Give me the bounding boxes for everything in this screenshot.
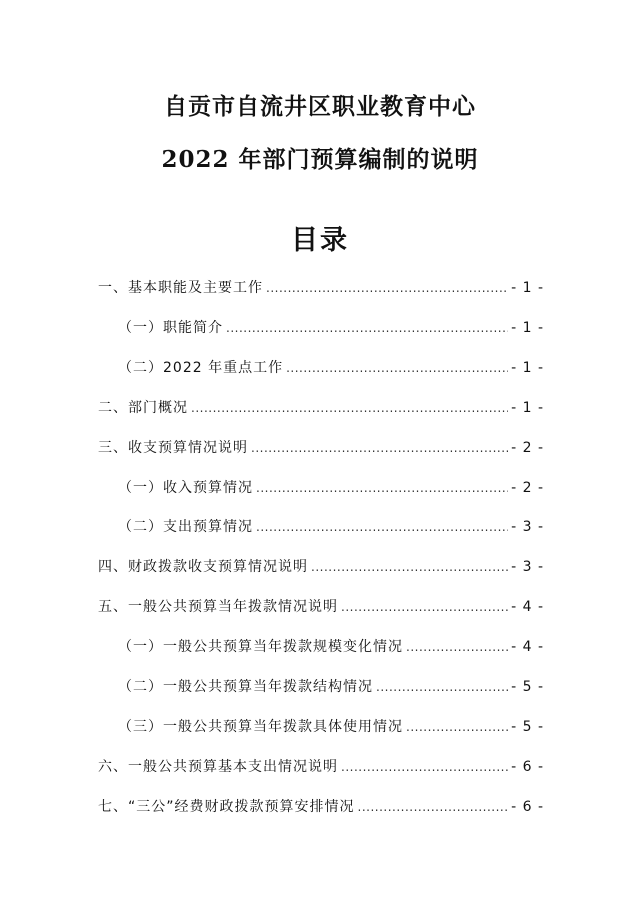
toc-leader-dots — [266, 281, 508, 295]
toc-entry[interactable] — [118, 317, 544, 339]
toc-leader-dots — [251, 441, 508, 455]
toc-entry-text: （三）一般公共预算当年拨款具体使用情况 — [118, 718, 403, 735]
toc-leader-dots — [341, 760, 508, 774]
toc-leader-dots — [226, 321, 508, 335]
toc-page-number: - 3 - — [511, 559, 544, 576]
toc-page-number: - 1 - — [511, 280, 544, 296]
toc-page-number: - 2 - — [511, 479, 544, 496]
toc-leader-dots — [191, 401, 508, 415]
toc-leader-dots — [406, 640, 508, 654]
toc-page-number: - 4 - — [511, 599, 544, 616]
toc-entry[interactable] — [98, 796, 544, 818]
toc-leader-dots — [376, 680, 508, 694]
toc-page-number: - 3 - — [511, 519, 544, 536]
toc-entry-text: 七、“三公”经费财政拨款预算安排情况 — [98, 798, 355, 815]
toc-entry[interactable] — [98, 596, 544, 618]
toc-page-number: - 6 - — [511, 758, 544, 775]
toc-entry-text: 四、财政拨款收支预算情况说明 — [98, 559, 308, 576]
toc-page-number: - 5 - — [511, 679, 544, 695]
toc-heading: 目录 — [291, 225, 349, 256]
toc-entry-text: 六、一般公共预算基本支出情况说明 — [98, 758, 338, 775]
toc-entry-text: 一、基本职能及主要工作 — [98, 280, 263, 296]
toc-page-number: - 1 - — [511, 319, 544, 336]
toc-page-number: - 2 - — [511, 439, 544, 456]
toc-leader-dots — [286, 361, 508, 375]
toc-entry[interactable] — [118, 716, 544, 738]
toc-page-number: - 6 - — [511, 798, 544, 815]
toc-entry-text: （一）一般公共预算当年拨款规模变化情况 — [118, 639, 403, 656]
toc-entry[interactable] — [98, 277, 544, 299]
toc-entry-text: （一）职能简介 — [118, 319, 223, 336]
toc-entry[interactable] — [98, 556, 544, 578]
toc-entry-text: 三、收支预算情况说明 — [98, 439, 248, 456]
toc-leader-dots — [406, 720, 508, 734]
toc-entry-text: （二）2022 年重点工作 — [118, 359, 284, 376]
toc-entry-text: （二）支出预算情况 — [118, 519, 253, 536]
toc-entry[interactable] — [118, 477, 544, 499]
toc-entry-text: （二）一般公共预算当年拨款结构情况 — [118, 679, 373, 695]
toc-page-number: - 1 - — [511, 359, 544, 376]
toc-leader-dots — [256, 520, 508, 534]
toc-leader-dots — [358, 800, 509, 814]
document-title-line1: 自贡市自流井区职业教育中心 — [164, 93, 476, 120]
toc-leader-dots — [311, 560, 508, 574]
toc-page-number: - 1 - — [511, 399, 544, 416]
toc-entry-text: （一）收入预算情况 — [118, 479, 253, 496]
toc-entry[interactable] — [118, 516, 544, 538]
toc-leader-dots — [256, 481, 508, 495]
toc-entry[interactable] — [118, 676, 544, 698]
toc-entry[interactable] — [98, 397, 544, 419]
toc-entry-text: 五、一般公共预算当年拨款情况说明 — [98, 599, 338, 616]
document-title-line2: 2022 年部门预算编制的说明 — [161, 146, 479, 173]
toc-page-number: - 4 - — [511, 639, 544, 656]
toc-leader-dots — [341, 600, 508, 614]
toc-entry[interactable] — [98, 437, 544, 459]
toc-entry-text: 二、部门概况 — [98, 399, 188, 416]
toc-entry[interactable] — [98, 756, 544, 778]
toc-entry[interactable] — [118, 636, 544, 658]
toc-entry[interactable] — [118, 357, 544, 379]
toc-page-number: - 5 - — [511, 718, 544, 735]
